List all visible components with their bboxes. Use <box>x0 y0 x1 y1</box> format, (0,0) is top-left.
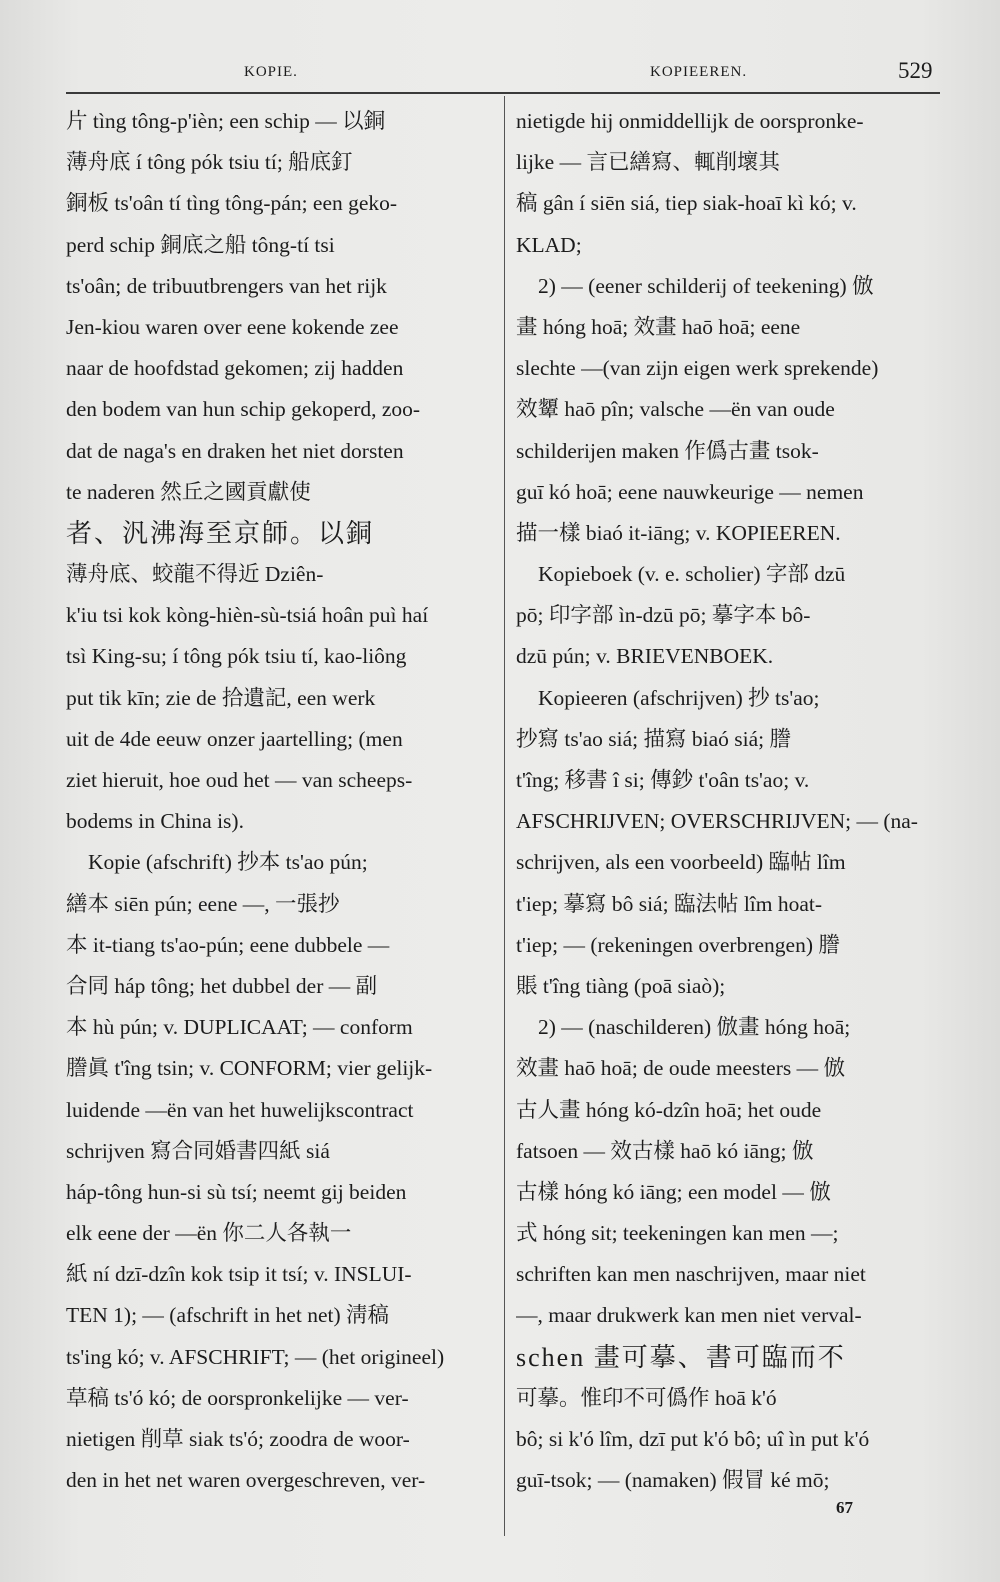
left-column-line: k'iu tsi kok kòng-hièn-sù-tsiá hoân puì haí <box>66 603 429 628</box>
right-column-line: lijke — 言已繕寫、輒削壞其 <box>516 150 780 175</box>
right-column-line: pō; 印字部 ìn-dzū pō; 摹字本 bô- <box>516 603 811 628</box>
left-column-line: bodems in China is). <box>66 809 244 834</box>
right-column-line: nietigde hij onmiddellijk de oorspronke- <box>516 109 864 133</box>
left-column-line: perd schip 銅底之船 tông-tí tsi <box>66 232 335 257</box>
right-column-line: 古樣 hóng kó iāng; een model — 倣 <box>516 1179 831 1204</box>
left-column-line: Kopie (afschrift) 抄本 ts'ao pún; <box>88 850 368 875</box>
right-column-line: AFSCHRIJVEN; OVERSCHRIJVEN; — (na- <box>516 809 918 834</box>
left-column-line: tsì King-su; í tông pók tsiu tí, kao-liông <box>66 644 407 669</box>
left-column-line: uit de 4de eeuw onzer jaartelling; (men <box>66 726 403 751</box>
right-column-line: —, maar drukwerk kan men niet verval- <box>516 1303 862 1328</box>
left-column-line: 銅板 ts'oân tí tìng tông-pán; een geko- <box>66 191 398 216</box>
right-column-line: slechte —(van zijn eigen werk sprekende) <box>516 356 879 381</box>
right-column-line: Kopieboek (v. e. scholier) 字部 dzū <box>538 562 846 587</box>
left-column-line: 紙 ní dzī-dzîn kok tsip it tsí; v. INSLUI- <box>66 1262 412 1287</box>
left-column-line: dat de naga's en draken het niet dorsten <box>66 438 404 463</box>
left-column-line: den bodem van hun schip gekoperd, zoo- <box>66 397 421 422</box>
right-column-line: fatsoen — 效古樣 haō kó iāng; 倣 <box>516 1138 814 1163</box>
right-column-line: 古人畫 hóng kó-dzîn hoā; het oude <box>516 1097 822 1122</box>
right-column-line: guī-tsok; — (namaken) 假冒 ké mō; <box>516 1468 830 1493</box>
right-column-line: 式 hóng sit; teekeningen kan men —; <box>516 1221 839 1246</box>
left-column-line: ziet hieruit, hoe oud het — van scheeps- <box>66 768 413 792</box>
left-column-line: 謄眞 t'îng tsin; v. CONFORM; vier gelijk- <box>66 1056 433 1081</box>
left-column-line: 者、汎沸海至京師。以銅 <box>66 518 375 548</box>
left-column-line: Jen-kiou waren over eene kokende zee <box>66 314 399 339</box>
left-column <box>66 101 490 1501</box>
header-right-title: KOPIEEREN. <box>650 64 748 80</box>
left-column-line: 片 tìng tông-p'ièn; een schip — 以銅 <box>66 109 386 133</box>
right-column-line: schrijven, als een voorbeeld) 臨帖 lîm <box>516 850 846 875</box>
left-column-line: 本 it-tiang ts'ao-pún; eene dubbele — <box>66 932 390 957</box>
signature-mark: 67 <box>836 1498 853 1517</box>
right-column-line: schriften kan men naschrijven, maar niet <box>516 1262 866 1287</box>
left-column-line: 薄舟底、蛟龍不得近 Dziên- <box>66 562 324 587</box>
right-column-line: dzū pún; v. BRIEVENBOEK. <box>516 644 774 669</box>
left-column-line: luidende —ën van het huwelijkscontract <box>66 1097 414 1122</box>
right-column-line: 2) — (naschilderen) 倣畫 hóng hoā; <box>538 1015 851 1040</box>
left-column-line: schrijven 寫合同婚書四紙 siá <box>66 1138 330 1163</box>
left-column-line: 草稿 ts'ó kó; de oorspronkelijke — ver- <box>66 1385 409 1410</box>
right-column-line: 效顰 haō pîn; valsche —ën van oude <box>516 397 835 422</box>
left-column-line: te naderen 然丘之國貢獻使 <box>66 479 311 504</box>
page-number: 529 <box>898 58 933 83</box>
right-column-line: bô; si k'ó lîm, dzī put k'ó bô; uî ìn put k'ó <box>516 1427 870 1451</box>
right-column-line: t'iep; 摹寫 bô siá; 臨法帖 lîm hoat- <box>516 891 823 916</box>
right-column-line: schilderijen maken 作僞古畫 tsok- <box>516 438 819 463</box>
left-column-line: 本 hù pún; v. DUPLICAAT; — conform <box>66 1015 413 1040</box>
right-column-line: 稿 gân í siēn siá, tiep siak-hoaī kì kó; v. <box>516 191 857 216</box>
right-column-line: 賬 t'îng tiàng (poā siaò); <box>516 973 726 998</box>
left-column-line: 薄舟底 í tông pók tsiu tí; 船底釘 <box>66 150 353 175</box>
header-rule <box>66 92 940 94</box>
left-column-line: ts'oân; de tribuutbrengers van het rijk <box>66 273 387 298</box>
left-column-line: den in het net waren overgeschreven, ver- <box>66 1468 426 1493</box>
left-column-line: put tik kīn; zie de 拾遺記, een werk <box>66 685 376 710</box>
left-column-line: elk eene der —ën 你二人各執一 <box>66 1221 352 1246</box>
right-column-line: 2) — (eener schilderij of teekening) 倣 <box>538 273 874 298</box>
right-column-line: guī kó hoā; eene nauwkeurige — nemen <box>516 479 864 504</box>
left-column-line: naar de hoofdstad gekomen; zij hadden <box>66 356 404 381</box>
left-column-line: háp-tông hun-si sù tsí; neemt gij beiden <box>66 1179 407 1204</box>
running-header <box>0 58 1000 92</box>
right-column-line: 描一樣 biaó it-iāng; v. KOPIEEREN. <box>516 520 841 545</box>
right-column-line: Kopieeren (afschrijven) 抄 ts'ao; <box>538 685 820 710</box>
right-column-line: 效畫 haō hoā; de oude meesters — 倣 <box>516 1056 845 1081</box>
right-column-line: 畫 hóng hoā; 效畫 haō hoā; eene <box>516 314 801 339</box>
left-column-line: 合同 háp tông; het dubbel der — 副 <box>66 973 378 998</box>
right-column-line: schen 畫可摹、書可臨而不 <box>516 1342 846 1372</box>
left-column-line: nietigen 削草 siak ts'ó; zoodra de woor- <box>66 1427 410 1451</box>
right-column-line: 抄寫 ts'ao siá; 描寫 biaó siá; 謄 <box>516 726 791 751</box>
right-column-line: 可摹。惟印不可僞作 hoā k'ó <box>516 1385 777 1410</box>
left-column-line: 繕本 siēn pún; eene —, 一張抄 <box>66 891 340 916</box>
header-left-title: KOPIE. <box>244 64 298 80</box>
right-column-line: KLAD; <box>516 232 582 257</box>
column-divider <box>504 96 505 1536</box>
left-column-line: TEN 1); — (afschrift in het net) 淸稿 <box>66 1303 390 1328</box>
right-column <box>516 101 942 1501</box>
left-column-line: ts'ing kó; v. AFSCHRIFT; — (het origineel) <box>66 1344 445 1369</box>
right-column-line: t'îng; 移書 î si; 傳鈔 t'oân ts'ao; v. <box>516 768 810 792</box>
right-column-line: t'iep; — (rekeningen overbrengen) 謄 <box>516 932 840 957</box>
